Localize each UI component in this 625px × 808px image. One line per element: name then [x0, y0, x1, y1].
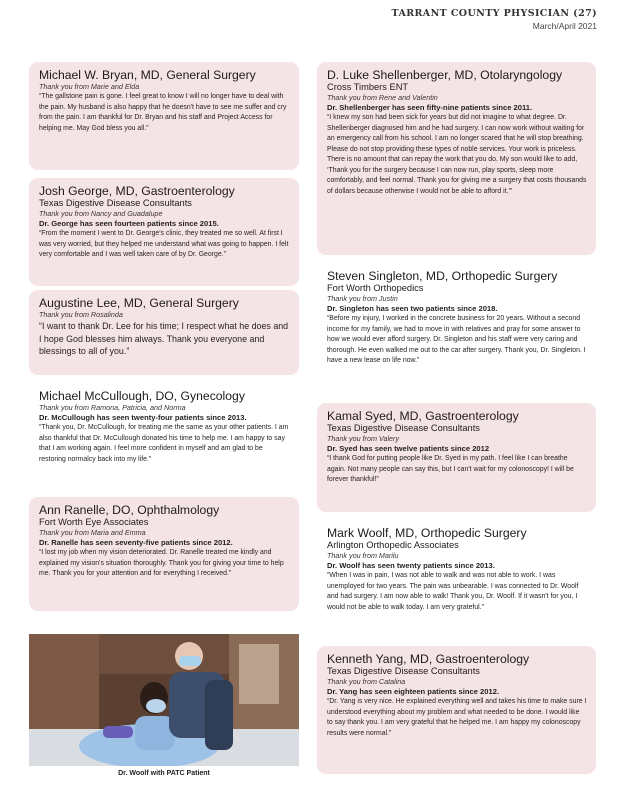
- patient-count: Dr. Singleton has seen two patients since 2018.: [327, 304, 498, 313]
- patient-count: Dr. Yang has seen eighteen patients since 2012.: [327, 687, 500, 696]
- physician-name: Mark Woolf, MD, Orthopedic Surgery: [327, 526, 527, 540]
- thank-you-card: [317, 520, 596, 644]
- physician-name: Ann Ranelle, DO, Ophthalmology: [39, 503, 220, 517]
- thanks-from: Thank you from Maria and Emma: [39, 528, 146, 537]
- practice-name: Cross Timbers ENT: [327, 82, 409, 92]
- patient-quote: “Before my injury, I worked in the concrete business for 20 years. Without a second income for my family, we had to move in with relatives and pray for some answer to how we would ever afford surgery. Dr. Singleton and his staff were very caring and thorough. He even walked me out to the car after surgery. Thank you, Dr. Singleton. I have a new lease on life now.”: [327, 315, 586, 364]
- left-column: [29, 62, 299, 619]
- patient-quote: “When I was in pain, I was not able to walk and was not able to work. I was unemployed for two years. The pain was unbearable. I was connected to Dr. Woolf and had surgery. I am now able to walk! Thank you, Dr. Woolf. If it wasn't for you, I would not be able to walk today. I am very grateful.”: [327, 572, 579, 611]
- physician-name: Augustine Lee, MD, General Surgery: [39, 296, 239, 310]
- thank-you-card: [29, 290, 299, 375]
- thank-you-card: [29, 497, 299, 611]
- patient-quote: “Dr. Yang is very nice. He explained everything well and takes his time to make sure I understood everything about my problem and what needed to be done. I would like to say thank you. I am very grateful that he helped me. I am happy my colonoscopy results were normal.”: [327, 698, 587, 737]
- thanks-from: Thank you from Justin: [327, 294, 398, 303]
- physician-name: D. Luke Shellenberger, MD, Otolaryngology: [327, 68, 563, 82]
- practice-name: Arlington Orthopedic Associates: [327, 540, 459, 550]
- thanks-from: Thank you from Rosalinda: [39, 310, 123, 319]
- physician-name: Kenneth Yang, MD, Gastroenterology: [327, 652, 530, 666]
- thank-you-card: [317, 62, 596, 255]
- thanks-from: Thank you from Marilu: [327, 551, 399, 560]
- physician-name: Michael McCullough, DO, Gynecology: [39, 389, 245, 403]
- thank-you-card: [317, 403, 596, 512]
- patient-quote: “Thank you, Dr. McCullough, for treating me the same as your other patients. I am also thankful that Dr. McCullough donated his time to help me. I am happy to say that I am working again. I feel more confident in myself and am glad to be restoring normalcy back into my life.”: [39, 424, 289, 463]
- thank-you-card: [29, 178, 299, 286]
- thank-you-card: [317, 646, 596, 774]
- publication-title: TARRANT COUNTY PHYSICIAN (27): [391, 8, 597, 19]
- patient-quote: “I want to thank Dr. Lee for his time; I respect what he does and I hope God blesses him always. Thank you everyone and blessings to all of you.”: [39, 321, 289, 356]
- patient-count: Dr. Syed has seen twelve patients since 2012: [327, 444, 490, 453]
- physician-name: Josh George, MD, Gastroenterology: [39, 184, 235, 198]
- practice-name: Fort Worth Orthopedics: [327, 283, 424, 293]
- thank-you-card: [29, 62, 299, 170]
- patient-count: Dr. Woolf has seen twenty patients since 2013.: [327, 561, 495, 570]
- physician-name: Michael W. Bryan, MD, General Surgery: [39, 68, 256, 82]
- thanks-from: Thank you from Ramona, Patricia, and Norma: [39, 403, 186, 412]
- practice-name: Fort Worth Eye Associates: [39, 517, 149, 527]
- right-column: [317, 62, 596, 782]
- patient-quote: “I knew my son had been sick for years but did not imagine to what degree. Dr. Shellenberger diagnosed him and he had surgery. I can now work without waiting for an emergency call from his school. I am no longer scared that he will stop breathing. Please do not stop providing these types of noble services. Your work is priceless. There is no amount that can repay the work that you do. My son would like to add, ‘Thank you for the surgery because I can now run, play sports, sleep more comfortably, and feel normal. Thank you for giving me a surgery that costs thousands of dollars because otherwise I would not be able to afford it.’”: [327, 114, 587, 195]
- thanks-from: Thank you from Valery: [327, 434, 400, 443]
- thanks-from: Thank you from Marie and Elda: [39, 82, 140, 91]
- issue-date: March/April 2021: [532, 21, 597, 31]
- photo-caption: Dr. Woolf with PATC Patient: [118, 770, 210, 777]
- patient-count: Dr. Ranelle has seen seventy-five patients since 2012.: [39, 538, 233, 547]
- patient-quote: “The gallstone pain is gone. I feel great to know I will no longer have to deal with the pain. My husband is also happy that he doesn't have to see me suffer and cry from the pain. I am thankful for Dr. Bryan and his staff and Project Access for helping me. May God bless you all.”: [39, 93, 287, 132]
- doctor-patient-photo: [29, 634, 299, 766]
- patient-count: Dr. George has seen fourteen patients since 2015.: [39, 219, 219, 228]
- patient-count: Dr. McCullough has seen twenty-four patients since 2013.: [39, 413, 247, 422]
- practice-name: Texas Digestive Disease Consultants: [39, 198, 192, 208]
- patient-quote: “I thank God for putting people like Dr. Syed in my path. I feel like I can breathe again. Not many people can say this, but I can't wait for my colonoscopy! I will be forever thankful!”: [327, 455, 574, 483]
- thank-you-card: [29, 383, 299, 493]
- patient-quote: “I lost my job when my vision deteriorated. Dr. Ranelle treated me kindly and explained my vision's situation thoroughly. Thank you for giving your time to help me. Thank you for your attention and for everything I received.”: [39, 549, 284, 577]
- thank-you-card: [317, 263, 596, 397]
- patient-quote: “From the moment I went to Dr. George's clinic, they treated me so well. At first I was very worried, but they helped me understand what was going to happen. I felt very comfortable and I was well taken care of by Dr. George.”: [39, 230, 289, 258]
- thanks-from: Thank you from Rene and Valentin: [327, 93, 438, 102]
- practice-name: Texas Digestive Disease Consultants: [327, 423, 480, 433]
- patient-count: Dr. Shellenberger has seen fifty-nine patients since 2011.: [327, 103, 533, 112]
- physician-name: Steven Singleton, MD, Orthopedic Surgery: [327, 269, 558, 283]
- thanks-from: Thank you from Nancy and Guadalupe: [39, 209, 163, 218]
- thanks-from: Thank you from Catalina: [327, 677, 406, 686]
- physician-name: Kamal Syed, MD, Gastroenterology: [327, 409, 519, 423]
- practice-name: Texas Digestive Disease Consultants: [327, 666, 480, 676]
